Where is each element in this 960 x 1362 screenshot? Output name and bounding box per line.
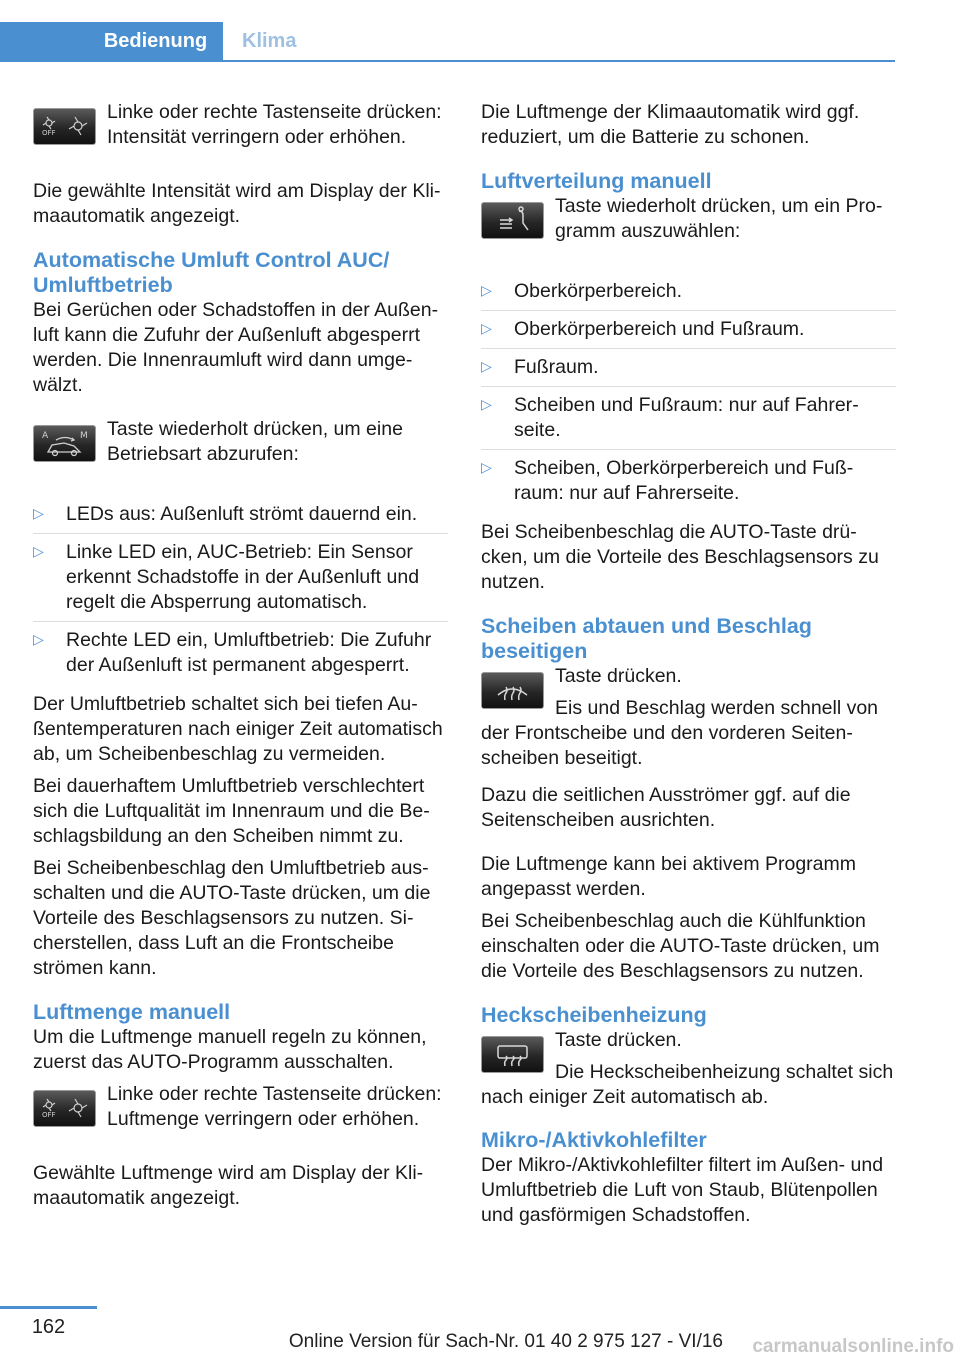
tab-bedienung[interactable]	[0, 22, 223, 60]
micro-filter-text: Der Mikro-/Aktivkohlefilter filtert im Außen- und Umluftbetrieb die Luft von Staub, Blütenpollen und gasförmigen Schadstoffen.	[481, 1154, 884, 1226]
rear-heating-key-text-b: Die Heckscheibenheizung schaltet sich nach einiger Zeit automatisch ab.	[481, 1061, 894, 1108]
recirculation-auto-off-text: Der Umluftbetrieb schaltet sich bei tiefen Außentemperaturen nach einiger Zeit automatisch ab, um Scheibenbeschlag zu vermeiden.	[33, 693, 443, 765]
air-distribution-list	[481, 273, 896, 512]
air-distribution-key-text: Taste wiederholt drücken, um ein Programm auszuwählen:	[555, 195, 883, 242]
list-item-text: Fußraum.	[514, 356, 599, 378]
list-item	[481, 273, 896, 311]
tab-klima-label: Klima	[242, 30, 297, 52]
heading-air-distribution: Luftverteilung manuell	[481, 169, 712, 193]
air-distribution-key-icon	[481, 202, 544, 239]
recirculation-quality-text: Bei dauerhaftem Umluftbetrieb verschlechtert sich die Luftqualität im Innenraum und die Beschlagsbildung an den Scheiben nimmt zu.	[33, 775, 430, 847]
page-number: 162	[31, 1316, 66, 1338]
list-item-text: Linke LED ein, AUC-Betrieb: Ein Sensor erkennt Schadstoffe in der Außenluft und regelt die Absperrung automatisch.	[66, 541, 420, 613]
air-volume-key-icon	[33, 1090, 96, 1127]
list-item-text: Rechte LED ein, Umluftbetrieb: Die Zufuhr der Außenluft ist permanent abgesperrt.	[66, 629, 432, 676]
list-item	[33, 622, 448, 684]
auto-key-advice-text: Bei Scheibenbeschlag die AUTO-Taste drücken, um die Vorteile des Beschlagsensors zu nutzen.	[481, 521, 879, 593]
list-item	[481, 311, 896, 349]
battery-note-text: Die Luftmenge der Klimaautomatik wird ggf. reduziert, um die Batterie zu schonen.	[481, 101, 860, 148]
online-version-note: Online Version für Sach-Nr. 01 40 2 975 127 - VI/16	[288, 1331, 723, 1352]
tab-underline	[0, 60, 895, 62]
list-item	[481, 349, 896, 387]
triangle-bullet-icon: ▷	[481, 396, 492, 412]
triangle-bullet-icon: ▷	[481, 282, 492, 298]
triangle-bullet-icon: ▷	[33, 505, 44, 521]
recirculation-key-icon	[33, 425, 96, 462]
watermark-text: carmanualsonline.info	[752, 1336, 954, 1357]
fan-intensity-text: Linke oder rechte Tastenseite drücken: Intensität verringern oder erhöhen.	[107, 101, 442, 148]
triangle-bullet-icon: ▷	[481, 358, 492, 374]
list-item-text: Scheiben und Fußraum: nur auf Fahrerseite.	[514, 394, 859, 441]
air-volume-intro-text: Um die Luftmenge manuell regeln zu können, zuerst das AUTO-Programm ausschalten.	[33, 1026, 427, 1073]
fan-key-off-label: OFF	[42, 129, 56, 137]
footer-accent-line	[0, 1306, 97, 1309]
rear-heating-key-row	[481, 1028, 896, 1110]
rear-window-heating-key-icon	[481, 1036, 544, 1073]
auc-intro-text: Bei Gerüchen oder Schadstoffen in der Außenluft kann die Zufuhr der Außenluft abgesperrt werden. Die Innenraumluft wird dann umgewälzt.	[33, 299, 439, 396]
air-volume-display-text: Gewählte Luftmenge wird am Display der Klimaautomatik angezeigt.	[33, 1162, 424, 1209]
heading-auc: Automatische Umluft Control AUC/ Umluftbetrieb	[33, 248, 390, 297]
triangle-bullet-icon: ▷	[481, 320, 492, 336]
heading-air-volume: Luftmenge manuell	[33, 1000, 231, 1024]
defrost-key-text-a: Taste drücken.	[555, 665, 682, 687]
rear-heating-key-text-a: Taste drücken.	[555, 1029, 682, 1051]
side-vents-text: Dazu die seitlichen Ausströmer ggf. auf die Seitenscheiben ausrichten.	[481, 784, 851, 831]
auc-mode-list	[33, 496, 448, 684]
intensity-display-text: Die gewählte Intensität wird am Display der Klimaautomatik angezeigt.	[33, 180, 441, 227]
right-column	[481, 100, 896, 1247]
cooling-advice-text: Bei Scheibenbeschlag auch die Kühlfunktion einschalten oder die AUTO-Taste drücken, um die Vorteile des Beschlagsensors zu nutzen.	[481, 910, 880, 982]
tab-klima[interactable]	[242, 22, 296, 60]
air-volume-adjust-text: Die Luftmenge kann bei aktivem Programm angepasst werden.	[481, 853, 857, 900]
list-item	[481, 450, 896, 512]
air-distribution-key-row	[481, 194, 896, 263]
tab-bedienung-label: Bedienung	[103, 29, 208, 52]
list-item-text: Oberkörperbereich und Fußraum.	[514, 318, 805, 340]
list-item-text: Scheiben, Oberkörperbereich und Fußraum: nur auf Fahrerseite.	[514, 457, 854, 504]
front-defrost-key-icon	[481, 672, 544, 709]
auc-key-row	[33, 417, 448, 486]
list-item	[481, 387, 896, 450]
heading-rear-window-heating: Heckscheibenheizung	[481, 1003, 707, 1027]
fan-key-row	[33, 100, 448, 169]
defrost-key-text-b: Eis und Beschlag werden schnell von der Frontscheibe und den vorderen Seitenscheiben beseitigt.	[481, 697, 879, 769]
auc-key-text: Taste wiederholt drücken, um eine Betriebsart abzurufen:	[107, 418, 403, 465]
air-volume-key-text: Linke oder rechte Tastenseite drücken: Luftmenge verringern oder erhöhen.	[107, 1083, 442, 1130]
triangle-bullet-icon: ▷	[33, 631, 44, 647]
heading-micro-filter: Mikro-/Aktivkohlefilter	[481, 1128, 707, 1152]
list-item	[33, 496, 448, 534]
auc-key-m-label: M	[80, 431, 88, 441]
left-column	[33, 100, 448, 1230]
triangle-bullet-icon: ▷	[33, 543, 44, 559]
air-volume-key-off-label: OFF	[42, 1111, 56, 1119]
triangle-bullet-icon: ▷	[481, 459, 492, 475]
defrost-key-row	[481, 664, 896, 771]
air-volume-key-row	[33, 1082, 448, 1151]
list-item-text: LEDs aus: Außenluft strömt dauernd ein.	[66, 503, 418, 525]
fogging-advice-text: Bei Scheibenbeschlag den Umluftbetrieb ausschalten und die AUTO-Taste drücken, um die Vorteile des Beschlagsensors zu nutzen. Sicherstellen, dass Luft an die Frontscheibe strömen kann.	[33, 857, 431, 979]
auc-key-a-label: A	[42, 431, 49, 441]
list-item	[33, 534, 448, 622]
chapter-tabbar	[0, 22, 895, 62]
list-item-text: Oberkörperbereich.	[514, 280, 682, 302]
fan-intensity-key-icon	[33, 108, 96, 145]
heading-defrost: Scheiben abtauen und Beschlag beseitigen	[481, 614, 812, 663]
